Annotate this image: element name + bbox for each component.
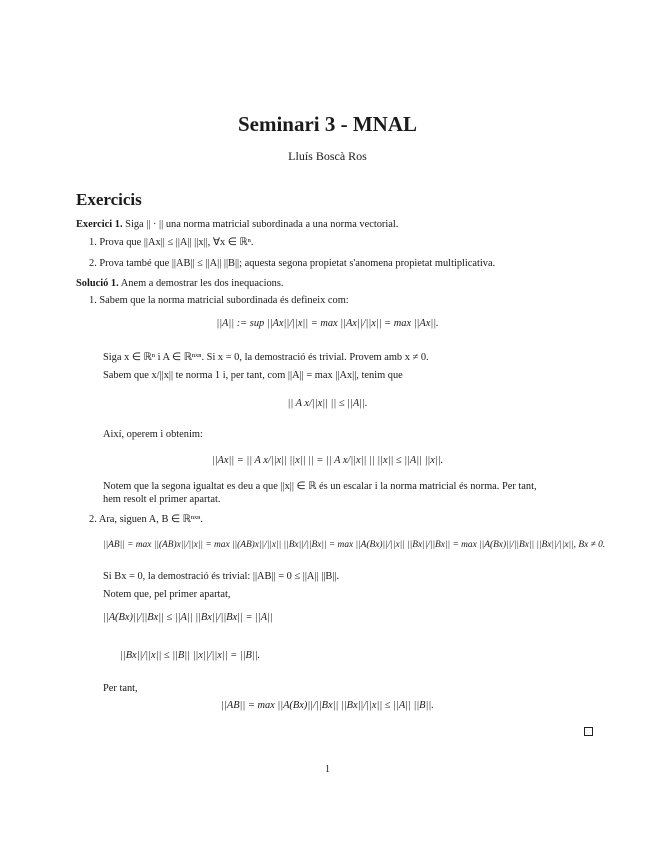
- part2-equation-2: ||A(Bx)||/||Bx|| ≤ ||A|| ||Bx||/||Bx|| = ||A||: [103, 612, 273, 623]
- part1-equation-3: ||Ax|| = || A x/||x|| ||x|| || = || A x/||x|| || ||x|| ≤ ||A|| ||x||.: [211, 455, 444, 466]
- exercise-label: Exercici 1.: [76, 219, 123, 230]
- exercise-item-1: 1. Prova que ||Ax|| ≤ ||A|| ||x||, ∀x ∈ ℝⁿ.: [89, 237, 254, 248]
- part2-equation-1: ||AB|| = max ||(AB)x||/||x|| = max ||(AB)x||/||x|| ||Bx||/||Bx|| = max ||A(Bx)||/||x|| ||Bx||/||Bx|| = max ||A(Bx)||/||Bx|| ||Bx||/||x||, Bx ≠ 0.: [103, 540, 606, 550]
- part1-line1: 1. Sabem que la norma matricial subordinada és defineix com:: [89, 295, 349, 306]
- page-number: 1: [325, 764, 330, 775]
- exercise-text: Siga || · || una norma matricial subordinada a una norma vectorial.: [125, 219, 399, 230]
- part2-line4: Per tant,: [103, 683, 138, 694]
- solution-intro: [76, 277, 284, 290]
- part1-equation-2: || A x/||x|| || ≤ ||A||.: [287, 398, 368, 409]
- part1-line5: Notem que la segona igualtat es deu a que ||x|| ∈ ℝ és un escalar i la norma matricial és norma. Per tant,: [103, 481, 537, 492]
- part1-line4: Així, operem i obtenim:: [103, 429, 203, 440]
- part2-equation-4: ||AB|| = max ||A(Bx)||/||Bx|| ||Bx||/||x|| ≤ ||A|| ||B||.: [221, 700, 434, 711]
- page-title: Seminari 3 - MNAL: [237, 112, 418, 136]
- part1-line6: hem resolt el primer apartat.: [103, 494, 221, 505]
- part1-equation-1: ||A|| := sup ||Ax||/||x|| = max ||Ax||/||x|| = max ||Ax||.: [216, 318, 439, 329]
- exercise-statement: [76, 218, 398, 231]
- part2-equation-3: ||Bx||/||x|| ≤ ||B|| ||x||/||x|| = ||B||.: [120, 650, 261, 661]
- part1-line3: Sabem que x/||x|| te norma 1 i, per tant, com ||A|| = max ||Ax||, tenim que: [103, 370, 403, 381]
- part1-line2: Siga x ∈ ℝⁿ i A ∈ ℝⁿˣⁿ. Si x = 0, la demostració és trivial. Provem amb x ≠ 0.: [103, 352, 429, 363]
- part2-line1: 2. Ara, siguen A, B ∈ ℝⁿˣⁿ.: [89, 514, 203, 525]
- part2-line2: Si Bx = 0, la demostració és trivial: ||AB|| = 0 ≤ ||A|| ||B||.: [103, 571, 340, 582]
- solution-intro-text: Anem a demostrar les dos inequacions.: [120, 278, 284, 289]
- exercise-item-2: 2. Prova també que ||AB|| ≤ ||A|| ||B||; aquesta segona propietat s'anomena propietat multiplicativa.: [89, 258, 496, 269]
- solution-label: Solució 1.: [76, 278, 119, 289]
- section-heading: Exercicis: [76, 190, 142, 209]
- author: Lluís Boscà Ros: [288, 149, 367, 163]
- part2-line3: Notem que, pel primer apartat,: [103, 589, 231, 600]
- qed-square: [584, 727, 593, 736]
